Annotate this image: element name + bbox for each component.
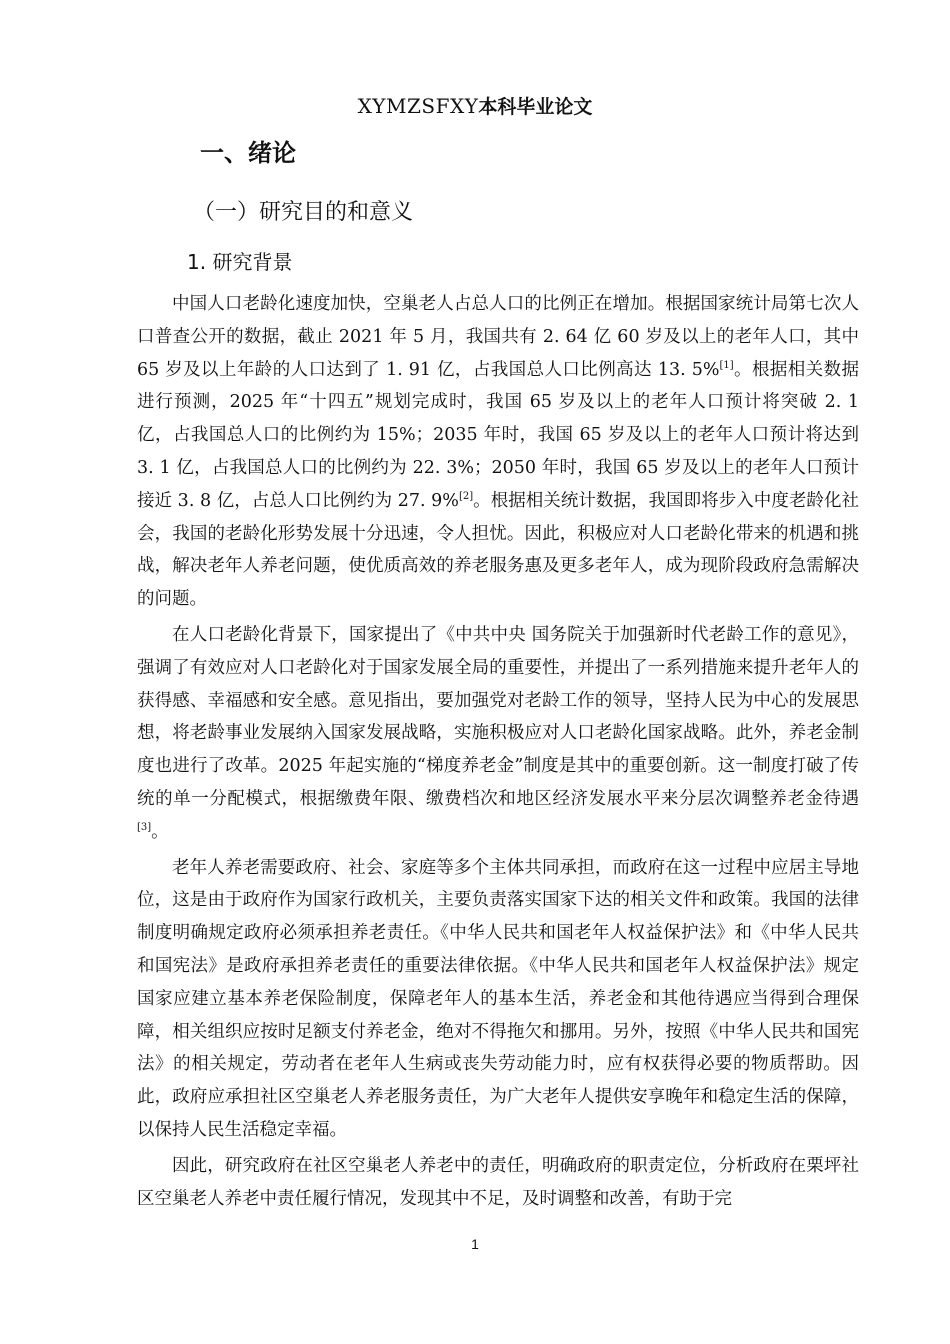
paragraph-text: 因此，研究政府在社区空巢老人养老中的责任，明确政府的职责定位，分析政府在栗坪社区空巢老人养老中责任履行情况，发现其中不足，及时调整和改善，有助于完 [137,1155,859,1209]
body-text [137,288,859,1218]
running-header [0,92,950,121]
section-heading: （一）研究目的和意义 [193,200,414,225]
body-paragraph [137,1150,859,1216]
paragraph-text: 在人口老龄化背景下，国家提出了《中共中央 国务院关于加强新时代老龄工作的意见》，强调了有效应对人口老龄化对于国家发展全局的重要性，并提出了一系列措施来提升老年人的获得感、幸福感和安全感。意见指出，要加强党对老龄工作的领导，坚持人民为中心的发展思想，将老龄事业发展纳入国家发展战略，实施积极应对人口老龄化国家战略。此外，养老金制度也进行了改革。2025 年起实施的“梯度养老金”制度是其中的重要创新。这一制度打破了传统的单一分配模式，根据缴费年限、缴费档次和地区经济发展水平来分层次调整养老金待遇 [137,624,859,809]
paragraph-text: 。根据相关数据进行预测，2025 年“十四五”规划完成时，我国 65 岁及以上的老年人口预计将突破 2. 1 亿，占我国总人口的比例约为 15%；2035 年时，我国 65 岁及以上的老年人口预计将达到 3. 1 亿，占我国总人口的比例约为 22. 3%；2050 年时，我国 65 岁及以上的老年人口预计接近 3. 8 亿，占总人口比例约为 27. 9% [137,359,860,511]
body-paragraph [137,288,859,616]
citation-marker: [1] [719,359,734,371]
paragraph-text: 中国人口老龄化速度加快，空巢老人占总人口的比例正在增加。根据国家统计局第七次人口普查公开的数据，截止 2021 年 5 月，我国共有 2. 64 亿 60 岁及以上的老年人口，其中 65 岁及以上年龄的人口达到了 1. 91 亿，占我国总人口比例高达 13. 5% [137,294,859,380]
paragraph-text: 老年人养老需要政府、社会、家庭等多个主体共同承担，而政府在这一过程中应居主导地位，这是由于政府作为国家行政机关，主要负责落实国家下达的相关文件和政策。我国的法律制度明确规定政府必须承担养老责任。《中华人民共和国老年人权益保护法》和《中华人民共和国宪法》是政府承担养老责任的重要法律依据。《中华人民共和国老年人权益保护法》规定国家应建立基本养老保险制度，保障老年人的基本生活，养老金和其他待遇应当得到合理保障，相关组织应按时足额支付养老金，绝对不得拖欠和挪用。另外，按照《中华人民共和国宪法》的相关规定，劳动者在老年人生病或丧失劳动能力时，应有权获得必要的物质帮助。因此，政府应承担社区空巢老人养老服务责任，为广大老年人提供安享晚年和稳定生活的保障，以保持人民生活稳定幸福。 [137,857,859,1140]
citation-marker: [2] [458,490,474,502]
paragraph-text: 。 [151,821,169,842]
page-number: 1 [471,1236,479,1252]
paragraph-text: 。根据相关统计数据，我国即将步入中度老龄化社会，我国的老龄化形势发展十分迅速，令人担忧。因此，积极应对人口老龄化带来的机遇和挑战，解决老年人养老问题，使优质高效的养老服务惠及更多老年人，成为现阶段政府急需解决的问题。 [137,490,859,610]
chapter-heading: 一、绪论 [200,139,296,167]
header-code: XYMZSFXY [357,94,479,118]
subsection-heading: 1. 研究背景 [187,250,293,274]
body-paragraph [137,619,859,849]
citation-marker: [3] [137,821,152,833]
body-paragraph [137,852,859,1147]
header-title: 本科毕业论文 [478,96,593,118]
